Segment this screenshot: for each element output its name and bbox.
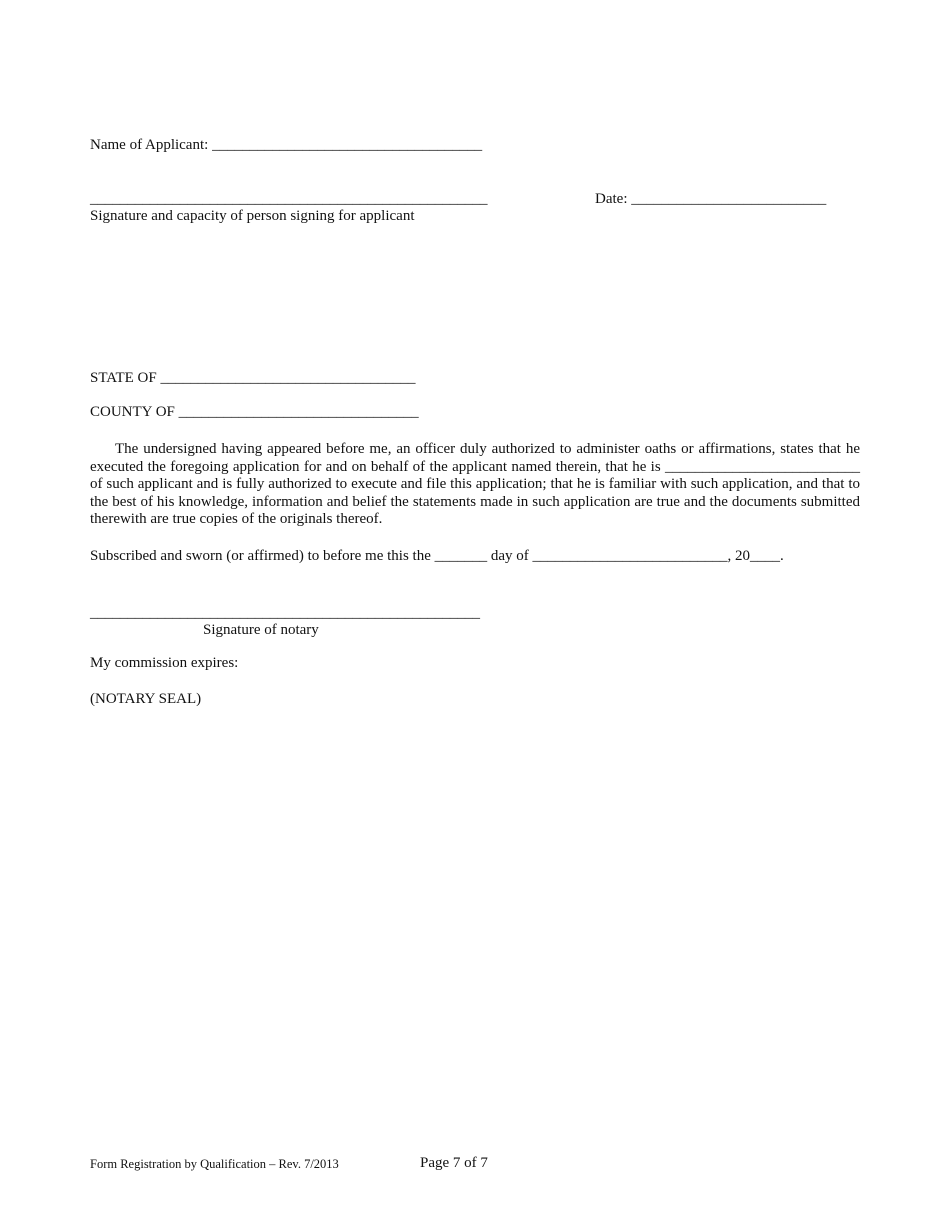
footer-form-revision: Form Registration by Qualification – Rev. 7/2013 [90, 1157, 339, 1171]
notary-signature-caption: Signature of notary [203, 622, 319, 638]
signature-caption: Signature and capacity of person signing for applicant [90, 208, 415, 224]
state-of-blank: __________________________________ [160, 370, 416, 386]
name-of-applicant-row [90, 137, 860, 154]
state-of-row [90, 370, 860, 387]
commission-expires-label: My commission expires: [90, 655, 239, 671]
notary-signature-blank: ____________________________________________________ [90, 605, 480, 621]
subscribed-sworn-line: Subscribed and sworn (or affirmed) to before me this the _______ day of __________________________, 20____. [90, 548, 784, 564]
date-blank: __________________________ [631, 191, 827, 207]
signature-date-row [90, 191, 860, 225]
footer-page-number: Page 7 of 7 [420, 1155, 488, 1171]
date-field [595, 191, 826, 208]
state-of-label: STATE OF [90, 370, 157, 386]
name-of-applicant-label: Name of Applicant: [90, 137, 209, 153]
signature-blank: _____________________________________________________ [90, 191, 488, 207]
notary-seal-label: (NOTARY SEAL) [90, 691, 202, 707]
county-of-label: COUNTY OF [90, 404, 175, 420]
name-of-applicant-blank: ____________________________________ [212, 137, 483, 153]
affidavit-paragraph: The undersigned having appeared before me, an officer duly authorized to administer oaths or affirmations, states that he executed the foregoing application for and on behalf of the applicant named therein, that he is __________________________ of such applicant and is fully authorized to execute and file this application; that he is familiar with such application, and that to the best of his knowledge, information and belief the statements made in such application are true and the documents submitted therewith are true copies of the originals thereof. [90, 441, 860, 527]
notary-signature-block [90, 605, 860, 639]
date-label: Date: [595, 191, 628, 207]
county-of-row [90, 404, 860, 421]
county-of-blank: ________________________________ [178, 404, 419, 420]
